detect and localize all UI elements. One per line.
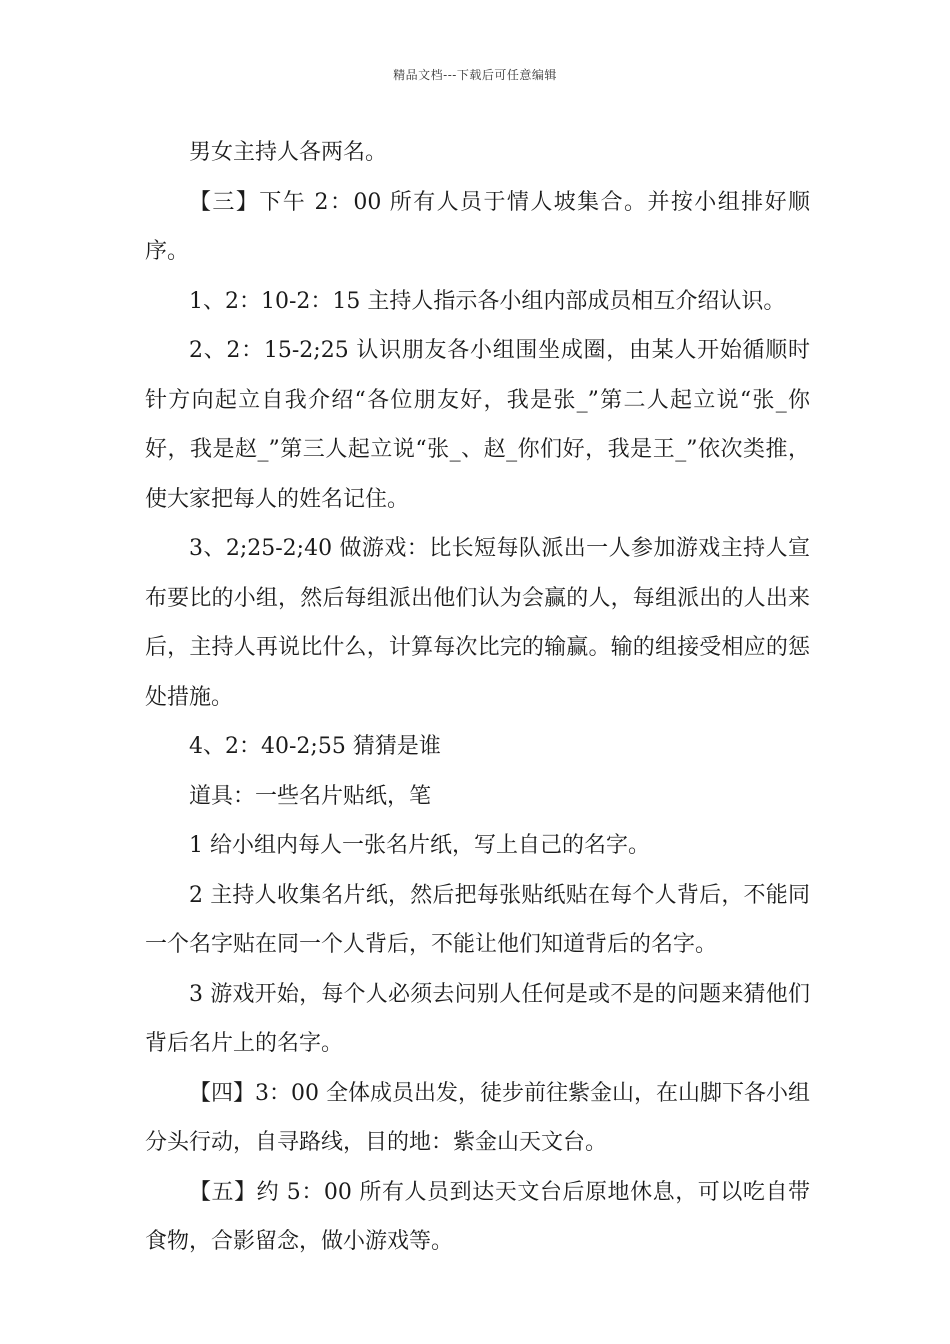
paragraph-section-four: 【四】3：00 全体成员出发，徒步前往紫金山，在山脚下各小组分头行动，自寻路线，目的地：紫金山天文台。 xyxy=(145,1080,810,1155)
paragraph-step-4: 4、2：40-2;55 猜猜是谁 xyxy=(189,734,441,759)
paragraph-section-three: 【三】下午 2：00 所有人员于情人坡集合。并按小组排好顺序。 xyxy=(145,189,810,264)
paragraph-hosts: 男女主持人各两名。 xyxy=(189,140,388,165)
paragraph-game-rule-1: 1 给小组内每人一张名片纸，写上自己的名字。 xyxy=(189,833,650,858)
paragraph-props: 道具：一些名片贴纸，笔 xyxy=(189,783,432,809)
paragraph-game-rule-2: 2 主持人收集名片纸，然后把每张贴纸贴在每个人背后，不能同一个名字贴在同一个人背后，不能让他们知道背后的名字。 xyxy=(145,882,810,957)
paragraph-step-2: 2、2：15-2;25 认识朋友各小组围坐成圈，由某人开始循顺时针方向起立自我介绍“各位朋友好，我是张_”第二人起立说“张_你好，我是赵_”第三人起立说“张_、赵_你们好，我是王_”依次类推，使大家把每人的姓名记住。 xyxy=(145,338,810,512)
page-header: 精品文档---下载后可任意编辑 xyxy=(393,68,557,82)
paragraph-game-rule-3: 3 游戏开始，每个人必须去问别人任何是或不是的问题来猜他们背后名片上的名字。 xyxy=(145,981,810,1056)
document-body xyxy=(145,128,810,1267)
paragraph-step-1: 1、2：10-2：15 主持人指示各小组内部成员相互介绍认识。 xyxy=(189,288,786,314)
paragraph-step-3: 3、2;25-2;40 做游戏：比长短每队派出一人参加游戏主持人宣布要比的小组，然后每组派出他们认为会赢的人，每组派出的人出来后，主持人再说比什么，计算每次比完的输赢。输的组接受相应的惩处措施。 xyxy=(145,536,810,710)
paragraph-section-five: 【五】约 5：00 所有人员到达天文台后原地休息，可以吃自带食物，合影留念，做小游戏等。 xyxy=(145,1179,810,1254)
